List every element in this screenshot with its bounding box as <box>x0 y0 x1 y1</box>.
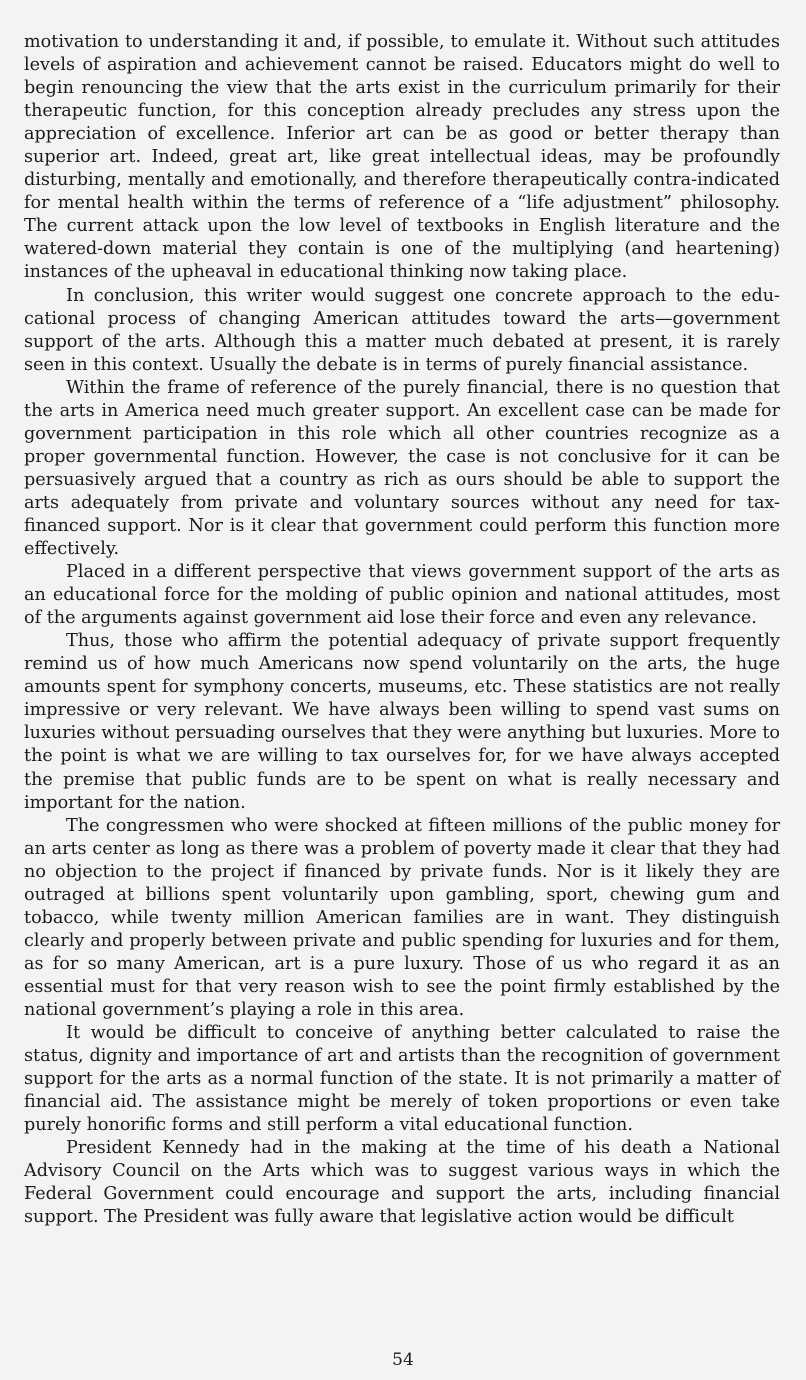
paragraph: Within the frame of reference of the purely financial, there is no question that the arts in America need much greater support. An excellent case can be made for government participation in this role which all other countries recognize as a proper governmental function. However, the case is not conclusive for it can be persuasively argued that a country as rich as ours should be able to support the arts adequately from private and voluntary sources without any need for tax-financed support. Nor is it clear that government could perform this function more effectively. <box>24 377 780 560</box>
paragraph: In conclusion, this writer would suggest one concrete approach to the educational process of changing American attitudes toward the arts—government support of the arts. Although this a matter much debated at present, it is rarely seen in this context. Usually the debate is in terms of purely financial assistance. <box>24 285 780 375</box>
paragraph: Thus, those who affirm the potential adequacy of private support frequently remind us of how much Americans now spend voluntarily on the arts, the huge amounts spent for symphony concerts, museums, etc. These statistics are not really impressive or very relevant. We have always been willing to spend vast sums on luxuries without persuading ourselves that they were anything but luxuries. More to the point is what we are willing to tax ourselves for, for we have always accepted the premise that public funds are to be spent on what is really necessary and important for the nation. <box>24 631 780 813</box>
paragraph: Placed in a different perspective that views government support of the arts as an educational force for the molding of public opinion and national attitudes, most of the arguments against government aid lose their force and even any relevance. <box>24 562 780 629</box>
paragraph: President Kennedy had in the making at the time of his death a National Advisory Council on the Arts which was to suggest various ways in which the Federal Government could encourage and support the arts, including financial support. The President was fully aware that legislative action would be difficult <box>24 1138 780 1228</box>
page-number: 54 <box>392 1350 414 1370</box>
paragraph: The congressmen who were shocked at fifteen millions of the public money for an arts center as long as there was a problem of poverty made it clear that they had no objection to the project if financed by private funds. Nor is it likely they are outraged at billions spent voluntarily upon gambling, sport, chewing gum and tobacco, while twenty million American families are in want. They distinguish clearly and properly between private and public spending for luxuries and for them, as for so many American, art is a pure luxury. Those of us who regard it as an essential must for that very reason wish to see the point firmly established by the national government’s playing a role in this area. <box>24 815 780 1020</box>
paragraph-continued: motivation to understanding it and, if possible, to emulate it. Without such attitudes levels of aspiration and achievement cannot be raised. Educators might do well to begin renouncing the view that the arts exist in the curriculum primarily for their therapeutic function, for this conception already precludes any stress upon the appreciation of excellence. Inferior art can be as good or better therapy than superior art. Indeed, great art, like great intellectual ideas, may be profoundly disturbing, mentally and emotionally, and therefore therapeutically contra-indicated for mental health within the terms of reference of a “life adjustment” philosophy. The current attack upon the low level of textbooks in English literature and the watered-down material they contain is one of the multiplying (and heartening) instances of the upheaval in educational thinking now taking place. <box>24 32 780 283</box>
body-text <box>24 31 780 1229</box>
paragraph: It would be difficult to conceive of anything better calculated to raise the status, dignity and importance of art and artists than the recognition of government support for the arts as a normal function of the state. It is not primarily a matter of financial aid. The assistance might be merely of token proportions or even take purely honorific forms and still perform a vital educational function. <box>24 1023 780 1136</box>
